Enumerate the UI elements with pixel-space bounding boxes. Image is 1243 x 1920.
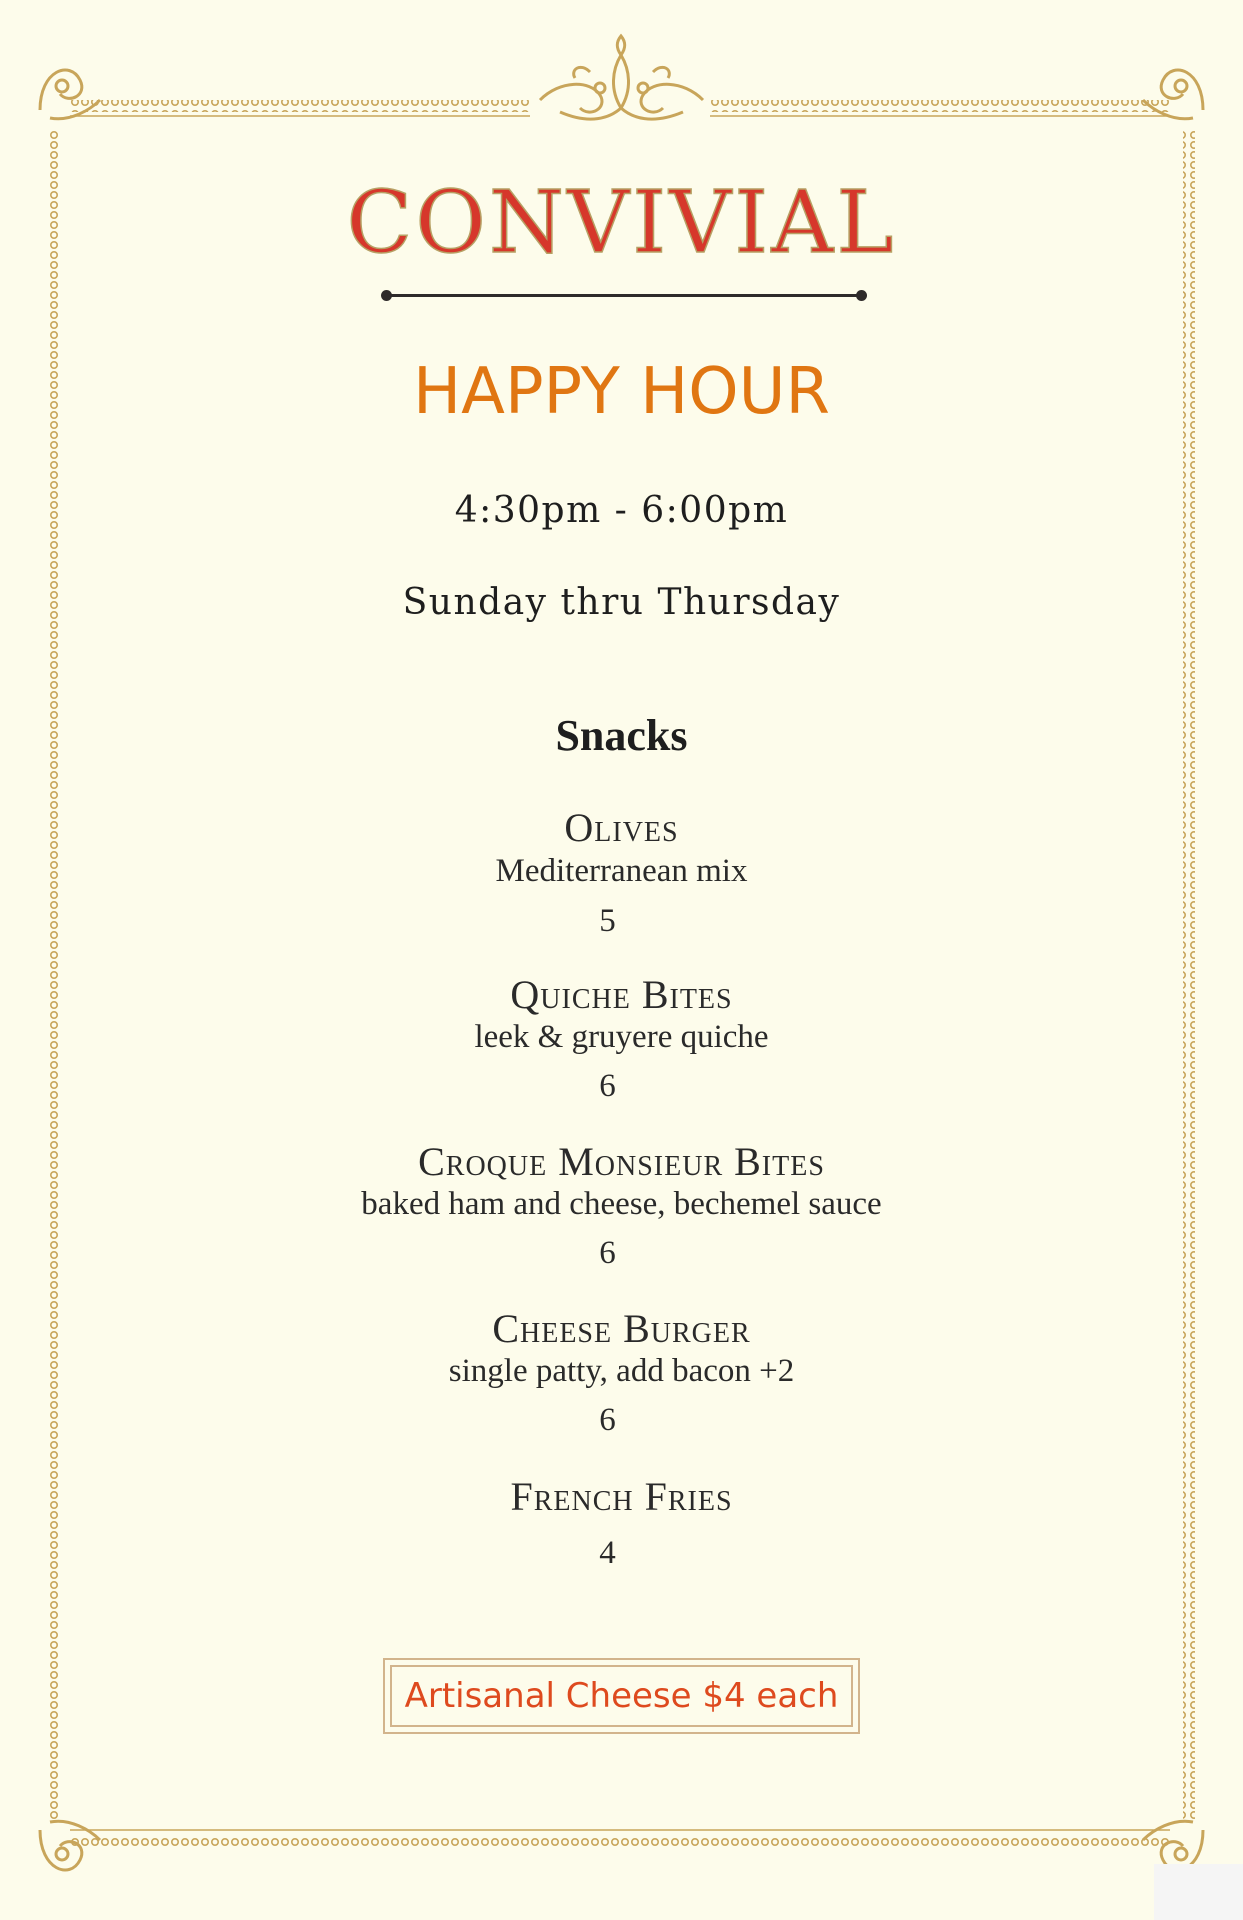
menu-item-price: 4 — [599, 1535, 616, 1571]
page-title: HAPPY HOUR — [413, 355, 830, 429]
menu-item-price: 5 — [599, 903, 616, 939]
cheese-note: Artisanal Cheese $4 each — [390, 1665, 853, 1727]
menu-item-description: single patty, add bacon +2 — [448, 1353, 795, 1389]
blank-corner — [1154, 1864, 1243, 1920]
ornament-icon — [540, 36, 703, 119]
menu-item-name: French Fries — [510, 1474, 733, 1519]
menu-item-price: 6 — [599, 1235, 616, 1271]
menu-item-name: Quiche Bites — [510, 972, 733, 1017]
menu-item-description: baked ham and cheese, bechemel sauce — [361, 1186, 882, 1222]
menu-item-price: 6 — [599, 1402, 616, 1438]
cheese-note-box — [383, 1658, 860, 1734]
hours-text: 4:30pm - 6:00pm — [454, 490, 789, 531]
menu-item-name: Olives — [564, 805, 679, 850]
corner-flourish-icon — [40, 70, 1203, 1870]
menu-item-description: leek & gruyere quiche — [474, 1019, 769, 1055]
days-text: Sunday thru Thursday — [402, 582, 841, 623]
menu-item-name: Croque Monsieur Bites — [418, 1139, 825, 1184]
menu-item-description: Mediterranean mix — [495, 853, 748, 889]
divider — [381, 290, 867, 300]
menu-item-price: 6 — [599, 1068, 616, 1104]
section-title: Snacks — [555, 711, 688, 760]
brand-name: CONVIVIAL — [346, 173, 897, 273]
menu-item-name: Cheese Burger — [492, 1306, 751, 1351]
